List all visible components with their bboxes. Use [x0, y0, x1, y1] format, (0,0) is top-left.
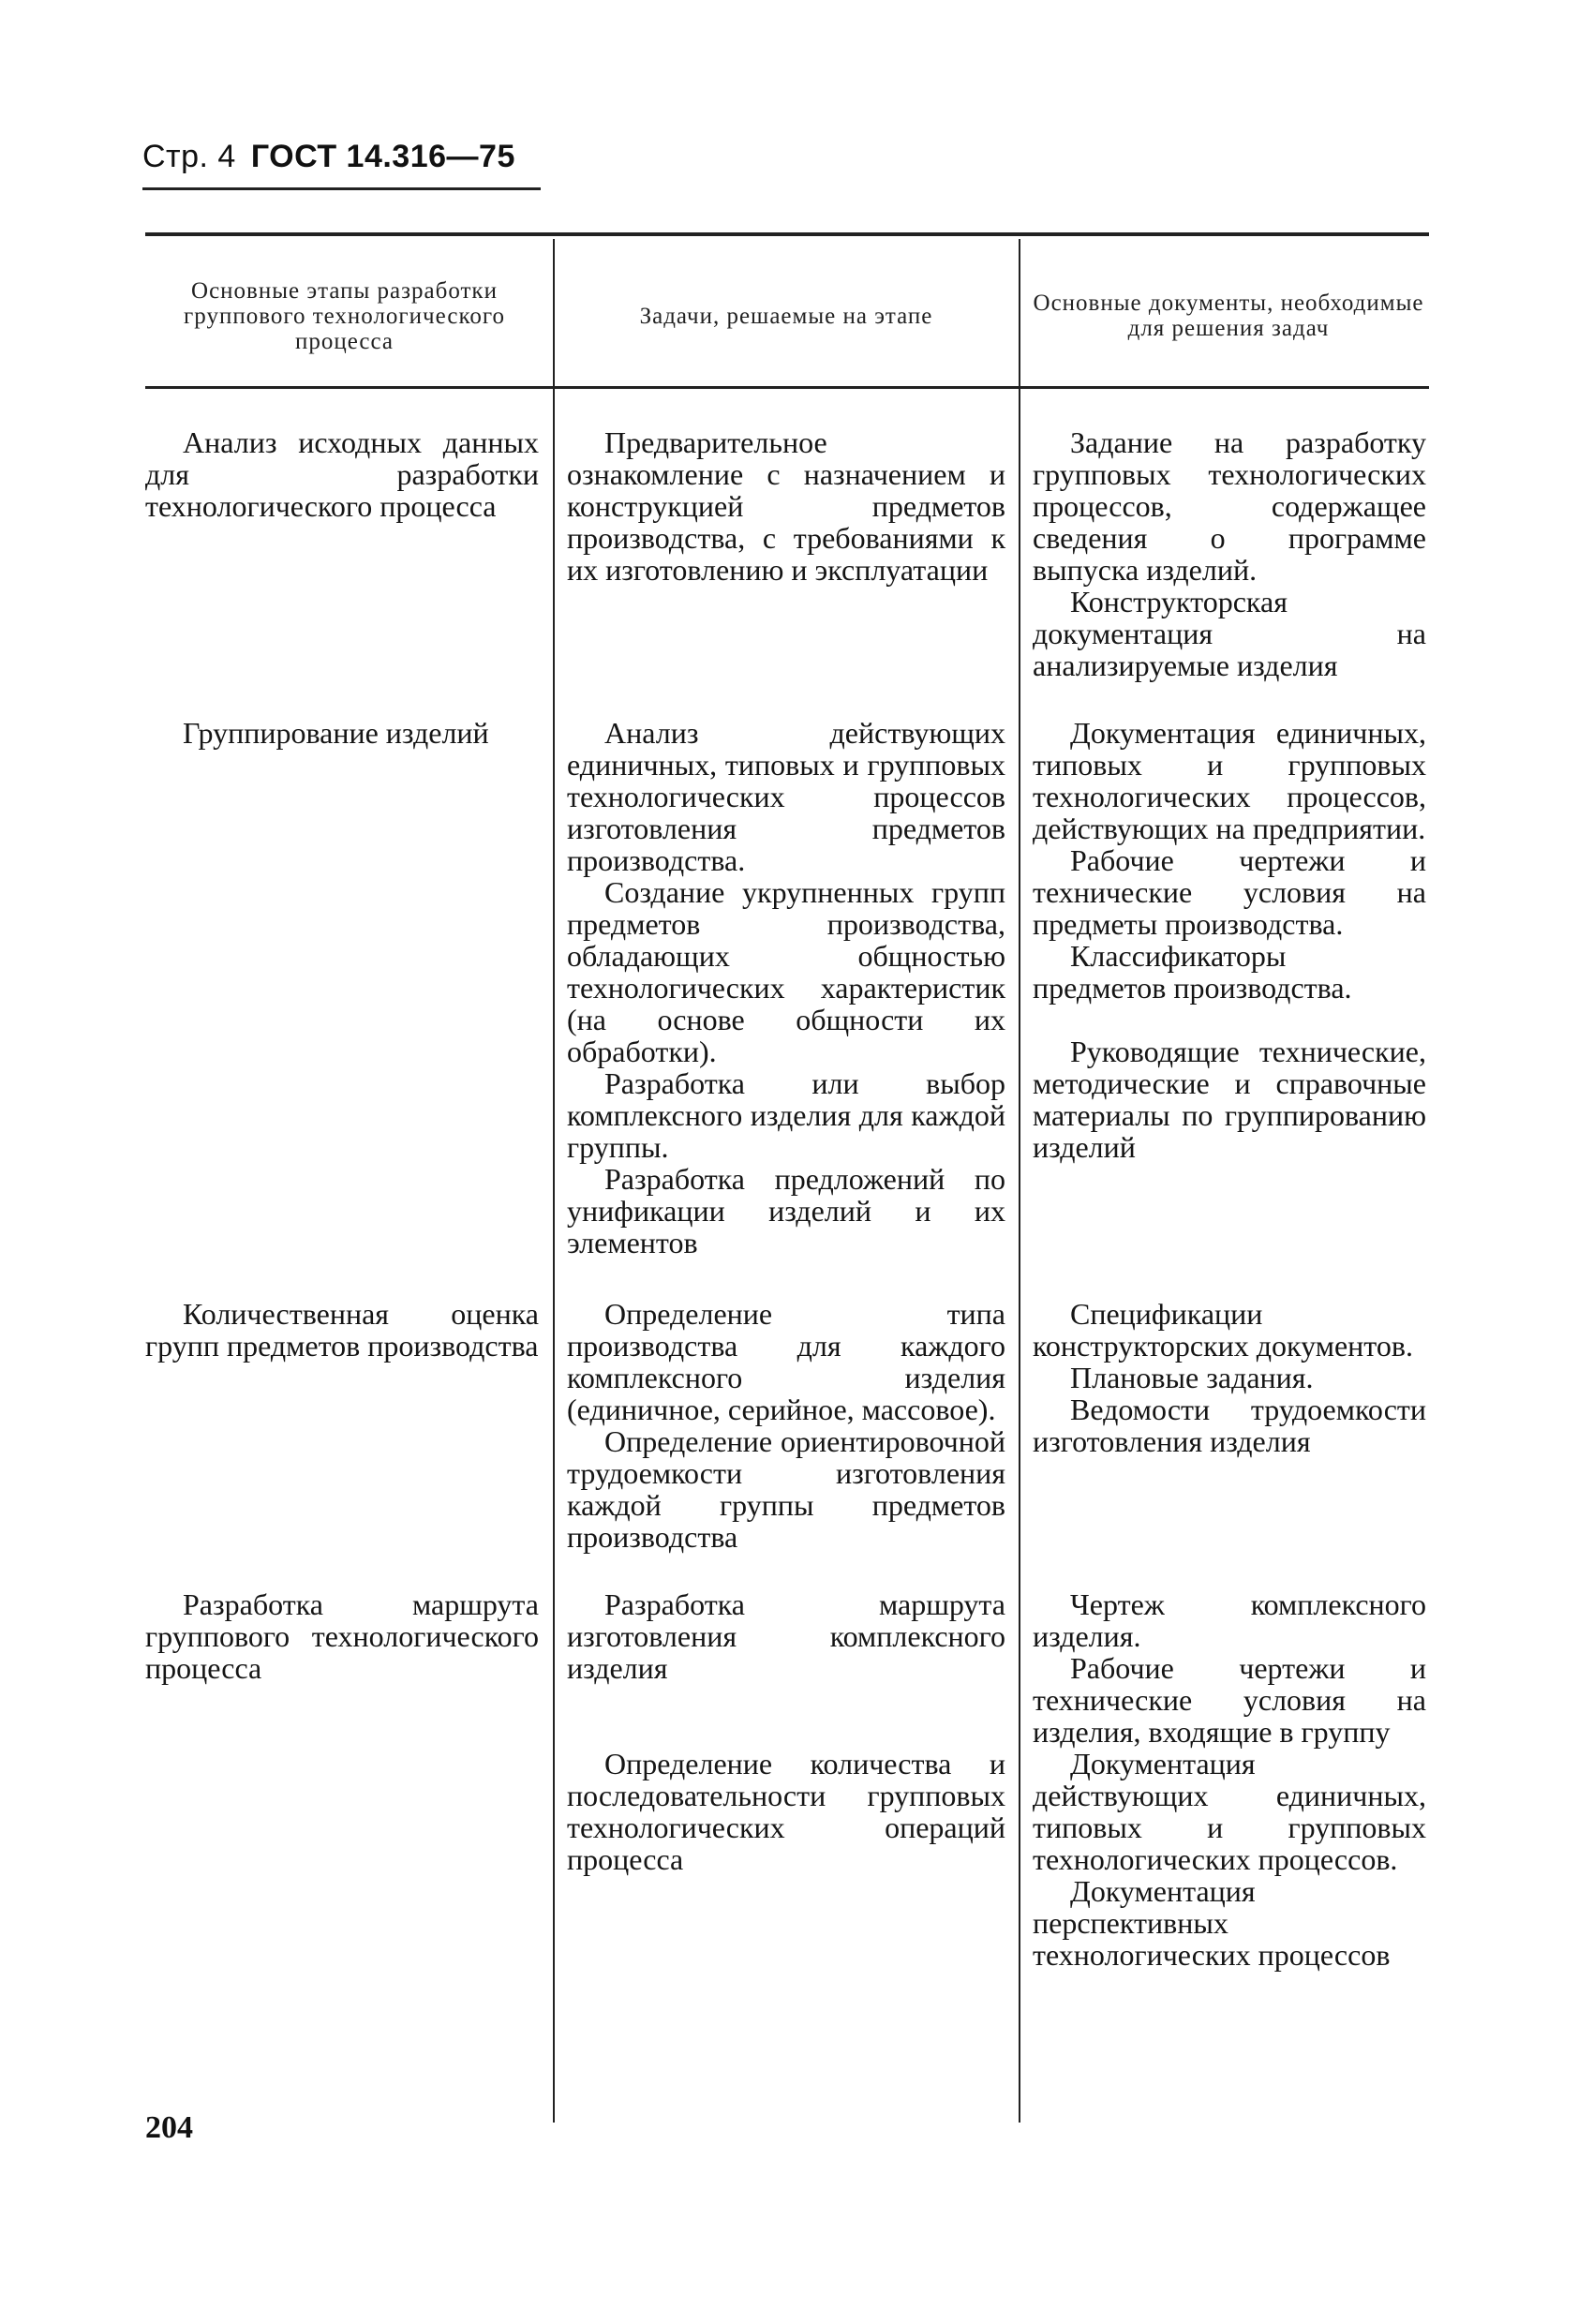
stage-text: Разработка маршрута группового технологического процесса [145, 1587, 539, 1685]
column-header-stages: Основные этапы разработки группового технологического процесса [184, 277, 505, 354]
task-text: Анализ действующих единичных, типовых и групповых технологических процессов изготовления предметов производства. [567, 716, 1005, 877]
task-text: Создание укрупненных групп предметов производства, обладающих общностью технологических характеристик (на основе общности их обработки). [567, 875, 1005, 1068]
standard-code: ГОСТ 14.316—75 [250, 139, 515, 174]
column-header-documents: Основные документы, необходимые для решения задач [1033, 290, 1424, 341]
task-text: Разработка или выбор комплексного изделия для каждой группы. [567, 1066, 1005, 1164]
document-text: Спецификации конструкторских документов. [1033, 1297, 1413, 1363]
row-1-documents [1033, 426, 1426, 681]
page-header [142, 139, 515, 195]
task-text: Разработка предложений по унификации изделий и их элементов [567, 1162, 1005, 1259]
stage-text: Количественная оценка групп предметов производства [145, 1297, 539, 1363]
row-2-documents [1033, 717, 1426, 1163]
document-text: Плановые задания. [1070, 1361, 1314, 1394]
task-text: Предварительное ознакомление с назначением и конструкцией предметов производства, с требованиями к их изготовлению и эксплуатации [567, 425, 1005, 587]
document-text: Документация единичных, типовых и групповых технологических процессов, действующих на предприятии. [1033, 716, 1426, 845]
header-underline [142, 187, 541, 190]
table-top-rule [145, 232, 1429, 236]
document-text: Рабочие чертежи и технические условия на предметы производства. [1033, 843, 1426, 941]
page-label: Стр. 4 [142, 139, 236, 174]
document-text: Чертеж комплексного изделия. [1033, 1587, 1426, 1653]
column-divider-2 [1019, 239, 1020, 2123]
column-header-tasks: Задачи, решаемые на этапе [639, 303, 933, 329]
row-4-documents [1033, 1588, 1426, 1971]
document-text: Конструкторская документация на анализируемые изделия [1033, 585, 1426, 682]
document-text: Классификаторы предметов производства. [1033, 939, 1352, 1005]
row-3-tasks [567, 1298, 1005, 1553]
row-3-stage [145, 1298, 539, 1362]
row-1-tasks [567, 426, 1005, 586]
task-text: Определение количества и последовательности групповых технологических операций процесса [567, 1747, 1005, 1876]
document-text: Задание на разработку групповых технологических процессов, содержащее сведения о программе выпуска изделий. [1033, 425, 1426, 587]
page-number: 204 [145, 2110, 193, 2145]
document-text: Ведомости трудоемкости изготовления изделия [1033, 1393, 1426, 1458]
column-divider-1 [553, 239, 555, 2123]
task-text: Определение ориентировочной трудоемкости изготовления каждой группы предметов производства [567, 1424, 1005, 1554]
row-1-stage [145, 426, 539, 522]
document-text: Рабочие чертежи и технические условия на изделия, входящие в группу [1033, 1651, 1426, 1749]
task-text: Разработка маршрута изготовления комплексного изделия [567, 1587, 1005, 1685]
row-4-stage [145, 1588, 539, 1684]
document-text: Руководящие технические, методические и справочные материалы по группированию изделий [1033, 1035, 1426, 1164]
stage-text: Группирование изделий [183, 716, 489, 750]
row-4-tasks [567, 1588, 1005, 1875]
table-header-rule [145, 386, 1429, 389]
document-text: Документация действующих единичных, типовых и групповых технологических процессов. [1033, 1747, 1426, 1876]
task-text: Определение типа производства для каждого комплексного изделия (единичное, серийное, массовое). [567, 1297, 1005, 1426]
row-3-documents [1033, 1298, 1426, 1457]
document-text: Документация перспективных технологических процессов [1033, 1874, 1391, 1972]
row-2-stage [145, 717, 539, 749]
row-2-tasks [567, 717, 1005, 1259]
stage-text: Анализ исходных данных для разработки технологического процесса [145, 425, 539, 523]
